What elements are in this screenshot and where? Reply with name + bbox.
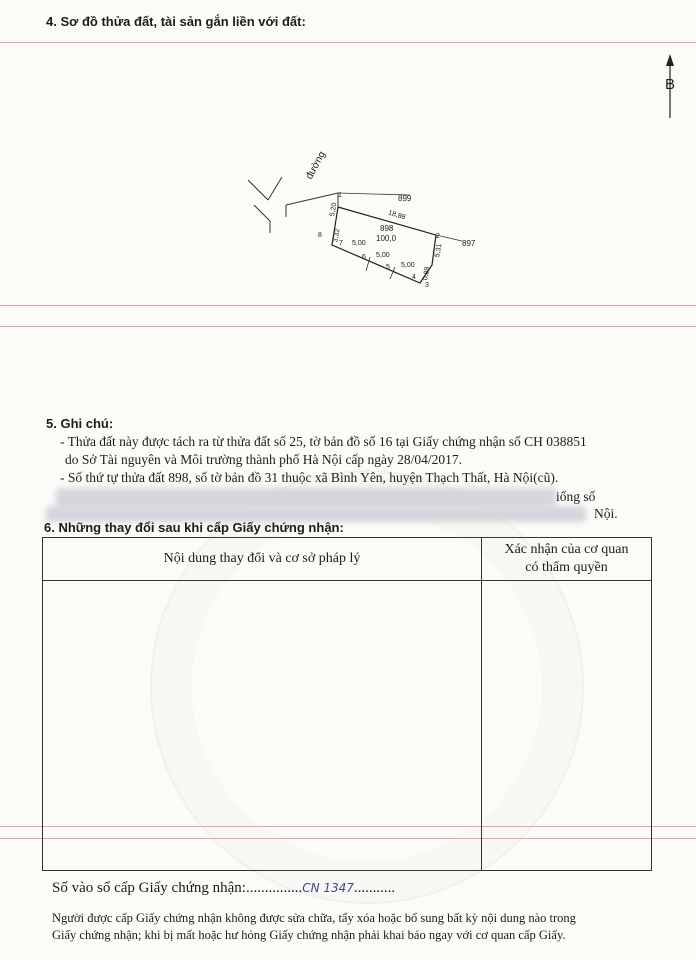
edge-bottom-length: 5,00 <box>352 240 366 247</box>
note-partial-text: iống số <box>556 489 596 504</box>
point-label: 2 <box>436 233 440 240</box>
road-label: đường <box>304 149 328 182</box>
divider-line <box>0 326 696 327</box>
point-label: 4 <box>412 274 416 281</box>
footer-line: Người được cấp Giấy chứng nhận không được sửa chữa, tẩy xóa hoặc bổ sung bất kỳ nội dung nào trong <box>52 911 576 925</box>
edge-right-length: 5,31 <box>434 243 444 258</box>
north-arrow <box>660 52 684 120</box>
point-label: 7 <box>339 240 343 247</box>
note-line: - Thửa đất này được tách ra từ thửa đất số 25, tờ bản đồ số 16 tại Giấy chứng nhận số CH 038851 <box>60 434 587 449</box>
note-partial-text: Nội. <box>594 506 618 521</box>
registry-label: Số vào sổ cấp Giấy chứng nhận: <box>52 880 246 896</box>
point-label: 8 <box>318 232 322 239</box>
note-line: - Số thứ tự thửa đất 898, số tờ bản đồ 31 thuộc xã Bình Yên, huyện Thạch Thất, Hà Nội(cũ). <box>60 470 559 485</box>
edge-top-length: 18,88 <box>387 209 407 222</box>
footer-line: Giấy chứng nhận; khi bị mất hoặc hư hỏng Giấy chứng nhận phải khai báo ngay với cơ quan cấp Giấy. <box>52 928 566 942</box>
parcel-diagram <box>240 145 490 295</box>
section-5-title: 5. Ghi chú: <box>46 416 114 431</box>
col-confirmation-header-line: có thẩm quyền <box>525 560 608 575</box>
changes-content-cell <box>43 581 482 871</box>
redacted-text <box>56 488 556 508</box>
edge-left-upper-length: 5,20 <box>329 202 339 217</box>
parcel-area-label: 100,0 <box>376 234 397 243</box>
parcel-id-label: 898 <box>380 224 394 233</box>
divider-line <box>0 42 696 43</box>
confirmation-cell <box>482 581 652 871</box>
note-line: do Sở Tài nguyên và Môi trường thành phố Hà Nội cấp ngày 28/04/2017. <box>65 452 463 467</box>
point-label: 3 <box>425 282 429 289</box>
section-4-title: 4. Sơ đồ thửa đất, tài sản gắn liền với đất: <box>46 14 306 29</box>
edge-left-lower-length: 3,32 <box>332 228 342 243</box>
neighbor-east-label: 897 <box>462 239 476 248</box>
col-confirmation-header <box>482 538 652 581</box>
point-label: 6 <box>362 254 366 261</box>
footer-notice <box>52 910 576 944</box>
edge-small-length: 0,88 <box>422 266 432 281</box>
point-label: 1 <box>338 192 342 199</box>
point-label: 5 <box>386 264 390 271</box>
col-content-header: Nội dung thay đổi và cơ sở pháp lý <box>43 538 482 581</box>
col-confirmation-header-line: Xác nhận của cơ quan <box>504 542 629 557</box>
edge-bottom-length: 5,00 <box>376 252 390 259</box>
registry-dots: ........... <box>353 880 396 896</box>
registry-number: CN 1347 <box>302 881 354 895</box>
changes-table <box>42 537 652 871</box>
neighbor-north-label: 899 <box>398 194 412 203</box>
registry-line <box>52 880 395 897</box>
divider-line <box>0 305 696 306</box>
north-label: B <box>665 76 676 93</box>
edge-bottom-length: 5,00 <box>401 262 415 269</box>
registry-dots: ............... <box>245 880 303 896</box>
section-6-title: 6. Những thay đổi sau khi cấp Giấy chứng nhận: <box>44 520 344 535</box>
